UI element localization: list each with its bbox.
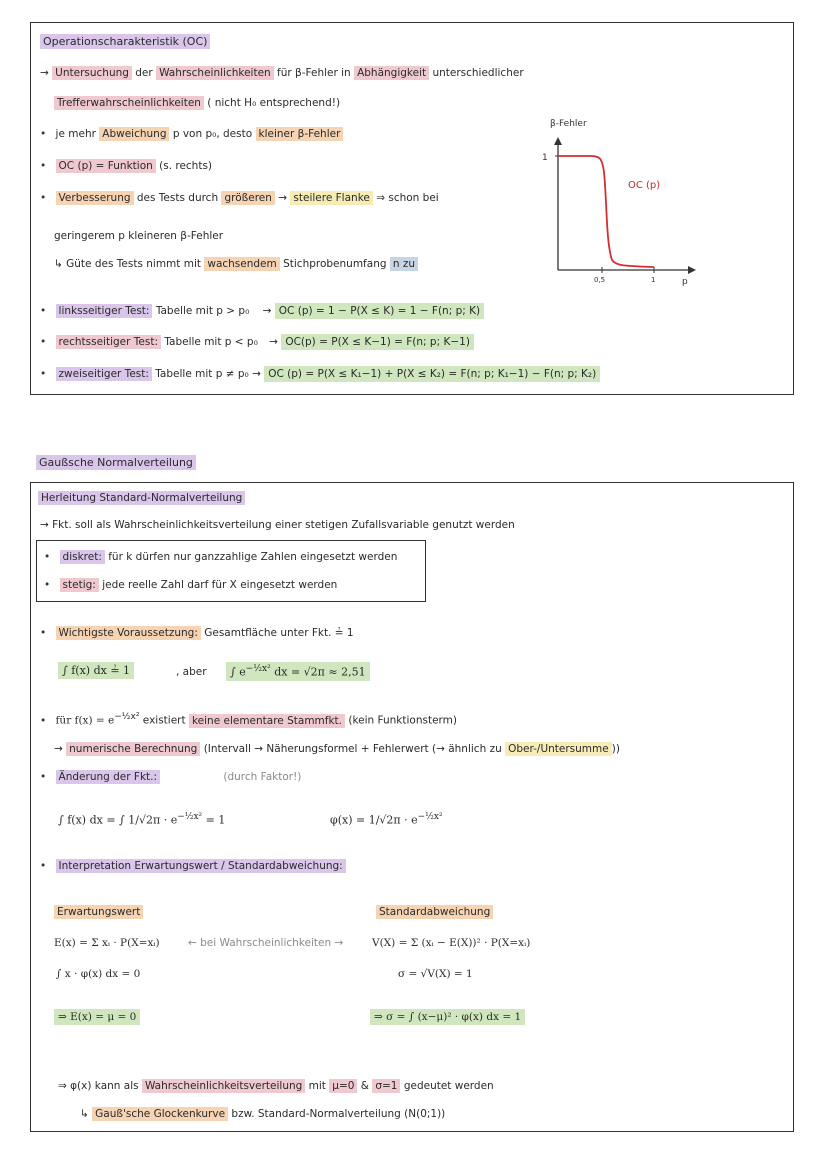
text-unterschiedlicher: unterschiedlicher bbox=[432, 67, 524, 79]
formula-exponent: −½x² bbox=[245, 664, 271, 674]
conclusion-line-2 bbox=[80, 1108, 445, 1120]
text-wahrscheinlichkeitsverteilung: Wahrscheinlichkeitsverteilung bbox=[142, 1079, 305, 1093]
text-mit: mit bbox=[308, 1080, 326, 1092]
text-tabelle-p-lt-p0: Tabelle mit p < p₀ bbox=[164, 336, 258, 348]
text-wichtigste-voraussetzung: Wichtigste Voraussetzung: bbox=[56, 626, 201, 640]
text-existiert: existiert bbox=[142, 714, 186, 727]
ew-sd-link: ← bei Wahrscheinlichkeiten → bbox=[188, 937, 344, 949]
text-untersuchung: Untersuchung bbox=[52, 66, 132, 80]
ew-integral: ∫ x · φ(x) dx = 0 bbox=[56, 968, 141, 980]
voraussetzung-line bbox=[40, 627, 354, 639]
text-glockenkurve: Gauß'sche Glockenkurve bbox=[92, 1107, 228, 1121]
formula-exponent: −½x² bbox=[417, 812, 443, 822]
sd-result: ⇒ σ = ∫ (x−μ)² · φ(x) dx = 1 bbox=[370, 1009, 525, 1025]
arrow-right-icon: → bbox=[262, 305, 272, 317]
formula-oc-right: OC(p) = P(X ≤ K−1) = F(n; p; K−1) bbox=[281, 334, 474, 350]
oc-intro-line-2 bbox=[54, 97, 340, 109]
text-mu-0: μ=0 bbox=[329, 1079, 357, 1093]
y-tick-label-1: 1 bbox=[542, 153, 548, 163]
gauss-intro: → Fkt. soll als Wahrscheinlichkeitsverteilung einer stetigen Zufallsvariable genutzt werden bbox=[40, 519, 515, 531]
x-tick-label-1: 1 bbox=[651, 276, 656, 284]
diskret-line bbox=[44, 551, 397, 563]
text-s-rechts: (s. rechts) bbox=[159, 160, 213, 172]
text-tabelle-p-ne-p0: Tabelle mit p ≠ p₀ bbox=[155, 368, 249, 380]
y-label: β-Fehler bbox=[550, 119, 587, 129]
text-interpretation: Interpretation Erwartungswert / Standardabweichung: bbox=[56, 859, 346, 873]
text-phi-kann: ⇒ φ(x) kann als bbox=[58, 1080, 139, 1092]
curve-label: OC (p) bbox=[628, 180, 661, 191]
formula-sqrt-2pi: dx = √2π ≈ 2,51 bbox=[274, 665, 366, 679]
arrow-right-icon: → bbox=[54, 743, 63, 755]
text-und: & bbox=[360, 1080, 369, 1092]
text-oc-funktion: OC (p) = Funktion bbox=[56, 159, 156, 173]
arrow-right-icon: → bbox=[252, 368, 261, 380]
text-tabelle-p-gt-p0: Tabelle mit p > p₀ bbox=[155, 305, 250, 317]
formula-phi bbox=[330, 812, 443, 827]
oc-curve bbox=[558, 156, 654, 267]
text-intervall: (Intervall → Näherungsformel + Fehlerwert (→ ähnlich zu bbox=[203, 743, 502, 755]
arrow-right-icon: → bbox=[40, 67, 49, 79]
text-stichprobenumfang: Stichprobenumfang bbox=[283, 258, 387, 270]
oc-graph bbox=[530, 112, 710, 287]
text-abhaengigkeit: Abhängigkeit bbox=[354, 66, 429, 80]
arrow-right-icon: → bbox=[269, 336, 278, 348]
oc-bullet-1 bbox=[40, 128, 343, 140]
text-fuer-beta: für β-Fehler in bbox=[277, 67, 351, 79]
text-trefferwahrscheinlichkeiten: Trefferwahrscheinlichkeiten bbox=[54, 96, 204, 110]
gauss-subtitle: Herleitung Standard-Normalverteilung bbox=[38, 491, 245, 505]
conclusion-line-1 bbox=[58, 1080, 494, 1092]
text-linksseitig: linksseitiger Test: bbox=[56, 304, 153, 318]
sd-title: Standardabweichung bbox=[376, 905, 493, 919]
x-tick-label-05: 0,5 bbox=[594, 276, 606, 284]
text-steilere-flanke: steilere Flanke bbox=[290, 191, 372, 205]
oc-bullet-3-guete bbox=[54, 258, 418, 270]
text-diskret: diskret: bbox=[60, 550, 105, 564]
text-guete: ↳ Güte des Tests nimmt mit bbox=[54, 258, 202, 270]
text-ober-untersumme: Ober-/Untersumme bbox=[505, 742, 612, 756]
formula-phi-def: φ(x) = 1/√2π · e bbox=[330, 813, 418, 827]
x-axis-arrow-icon bbox=[688, 266, 696, 274]
text-rechtsseitig: rechtsseitiger Test: bbox=[56, 335, 161, 349]
text-des-tests-durch: des Tests durch bbox=[136, 192, 219, 204]
return-arrow-icon: ↳ bbox=[80, 1108, 89, 1120]
text-abweichung: Abweichung bbox=[99, 127, 169, 141]
formula-exponent: −½x² bbox=[177, 812, 203, 822]
text-close-paren: )) bbox=[611, 743, 620, 755]
text-numerische-berechnung: numerische Berechnung bbox=[66, 742, 200, 756]
formula-fuer-f: für f(x) = e bbox=[55, 714, 115, 727]
oc-bullet-2 bbox=[40, 160, 212, 172]
sd-formula: V(X) = Σ (xᵢ − E(X))² · P(X=xᵢ) bbox=[372, 937, 531, 949]
sd-sigma: σ = √V(X) = 1 bbox=[398, 968, 473, 980]
arrow-right-icon: → bbox=[278, 192, 288, 204]
text-kein-funktionsterm: (kein Funktionsterm) bbox=[348, 714, 458, 727]
text-durch-faktor: (durch Faktor!) bbox=[223, 771, 302, 783]
ew-formula: E(x) = Σ xᵢ · P(X=xᵢ) bbox=[54, 937, 160, 949]
stetig-line bbox=[44, 579, 337, 591]
text-wachsendem: wachsendem bbox=[204, 257, 279, 271]
formula-int-f: ∫ f(x) dx ≟ 1 bbox=[58, 662, 134, 679]
oc-bullet-3-cont: geringerem p kleineren β-Fehler bbox=[54, 230, 224, 242]
text-schon-bei: ⇒ schon bei bbox=[376, 192, 439, 204]
formula-normalized-int bbox=[58, 812, 225, 827]
text-der: der bbox=[135, 67, 153, 79]
formula-oc-left: OC (p) = 1 − P(X ≤ K) = 1 − F(n; p; K) bbox=[275, 303, 484, 319]
text-zweiseitig: zweiseitiger Test: bbox=[56, 367, 152, 381]
formula-int-normalized: ∫ f(x) dx = ∫ 1/√2π · e bbox=[58, 813, 178, 827]
oc-test-right bbox=[40, 336, 474, 348]
formula-equals-one: = 1 bbox=[205, 813, 226, 827]
text-diskret-desc: für k dürfen nur ganzzahlige Zahlen eingesetzt werden bbox=[108, 551, 398, 563]
formula-exponent: −½x² bbox=[114, 712, 140, 722]
text-gesamtflaeche: Gesamtfläche unter Fkt. ≟ 1 bbox=[204, 627, 354, 639]
formula-oc-two: OC (p) = P(X ≤ K₁−1) + P(X ≤ K₂) = F(n; p; K₁−1) − F(n; p; K₂) bbox=[264, 366, 600, 382]
text-nicht-h0: ( nicht H₀ entsprechend!) bbox=[207, 97, 341, 109]
oc-test-two bbox=[40, 368, 600, 380]
y-axis-arrow-icon bbox=[554, 137, 562, 145]
stammfkt-line bbox=[40, 712, 457, 727]
text-p-von-p0: p von p₀, desto bbox=[172, 128, 253, 140]
text-sigma-1: σ=1 bbox=[372, 1079, 400, 1093]
formula-int-gauss bbox=[226, 662, 370, 681]
text-standard-normalverteilung: bzw. Standard-Normalverteilung (N(0;1)) bbox=[231, 1108, 446, 1120]
text-n-zu: n zu bbox=[390, 257, 418, 271]
oc-bullet-3 bbox=[40, 192, 439, 204]
text-kleiner-beta-fehler: kleiner β-Fehler bbox=[256, 127, 344, 141]
text-keine-stammfkt: keine elementare Stammfkt. bbox=[189, 714, 345, 728]
oc-test-left bbox=[40, 305, 484, 317]
text-stetig: stetig: bbox=[60, 578, 99, 592]
x-label: p bbox=[682, 277, 688, 287]
text-gedeutet: gedeutet werden bbox=[403, 1080, 494, 1092]
text-verbesserung: Verbesserung bbox=[56, 191, 134, 205]
numerisch-line bbox=[54, 743, 620, 755]
oc-intro-line bbox=[40, 67, 524, 79]
text-aber: , aber bbox=[176, 666, 207, 678]
text-aenderung: Änderung der Fkt.: bbox=[56, 770, 160, 784]
ew-title: Erwartungswert bbox=[54, 905, 143, 919]
oc-title: Operationscharakteristik (OC) bbox=[40, 34, 210, 49]
gauss-title: Gaußsche Normalverteilung bbox=[36, 455, 196, 470]
ew-result: ⇒ E(x) = μ = 0 bbox=[54, 1009, 140, 1025]
interpretation-line bbox=[40, 860, 346, 872]
text-stetig-desc: jede reelle Zahl darf für X eingesetzt werden bbox=[102, 579, 338, 591]
text-groesseren: größeren bbox=[221, 191, 274, 205]
aenderung-line bbox=[40, 771, 301, 783]
text-je-mehr: je mehr bbox=[55, 128, 96, 140]
formula-int-e: ∫ e bbox=[230, 665, 246, 679]
text-wahrscheinlichkeiten: Wahrscheinlichkeiten bbox=[156, 66, 274, 80]
